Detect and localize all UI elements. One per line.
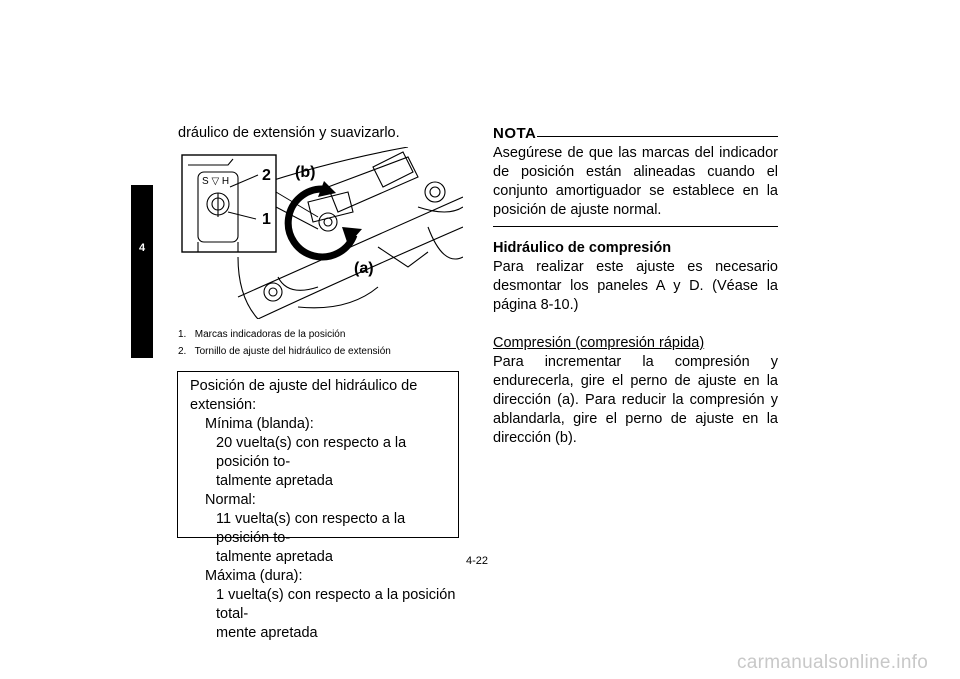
section-subheading: Compresión (compresión rápida) <box>493 335 705 351</box>
spec-title: Posición de ajuste del hidráulico de extensión: <box>190 378 418 413</box>
section-body: Para incrementar la compresión y endurecerla, gire el perno de ajuste en la dirección (a). Para reducir la compresión y ablandarla, gire el perno de ajuste en la dirección (b). <box>493 354 778 446</box>
spec-normal-line2: talmente apretada <box>216 549 333 565</box>
direction-b-label: (b) <box>295 164 316 181</box>
figure-callouts <box>178 326 391 360</box>
callout-1-label: 1 <box>262 211 271 228</box>
direction-a-label: (a) <box>354 260 374 277</box>
callout-item: 1. Marcas indicadoras de la posición <box>178 329 346 340</box>
spec-normal-label: Normal: <box>205 492 256 508</box>
chapter-tab <box>131 185 153 358</box>
nota-body: Asegúrese de que las marcas del indicador de posición están alineadas cuando el conjunto amortiguador se establece en la posición de ajuste normal. <box>493 145 778 218</box>
nota-label: NOTA <box>493 125 537 142</box>
callout-2-label: 2 <box>262 167 271 184</box>
section-intro: Para realizar este ajuste es necesario desmontar los paneles A y D. (Véase la página 8-10.) <box>493 259 778 313</box>
spec-max-line1: 1 vuelta(s) con respecto a la posición total- <box>216 587 456 622</box>
spec-min-label: Mínima (blanda): <box>205 416 314 432</box>
nota-end-rule <box>493 226 778 227</box>
spec-min-line1: 20 vuelta(s) con respecto a la posición to- <box>216 435 407 470</box>
nota-rule <box>537 136 778 137</box>
spec-max-line2: mente apretada <box>216 625 318 641</box>
section-heading: Hidráulico de compresión <box>493 240 672 256</box>
adjuster-figure <box>178 147 463 319</box>
spec-min-line2: talmente apretada <box>216 473 333 489</box>
callout-item: 2. Tornillo de ajuste del hidráulico de extensión <box>178 346 391 357</box>
page-number: 4-22 <box>466 555 489 567</box>
watermark: carmanualsonline.info <box>737 652 929 673</box>
right-column <box>493 124 778 448</box>
spec-normal-line1: 11 vuelta(s) con respecto a la posición to- <box>216 511 406 546</box>
nota-header <box>493 124 778 142</box>
spec-box <box>177 371 459 641</box>
lead-text: dráulico de extensión y suavizarlo. <box>178 125 400 141</box>
detail-scale-text: S ▽ H <box>202 176 230 187</box>
spec-max-label: Máxima (dura): <box>205 568 303 584</box>
chapter-tab-number: 4 <box>138 242 146 254</box>
adjuster-illustration <box>178 147 463 319</box>
